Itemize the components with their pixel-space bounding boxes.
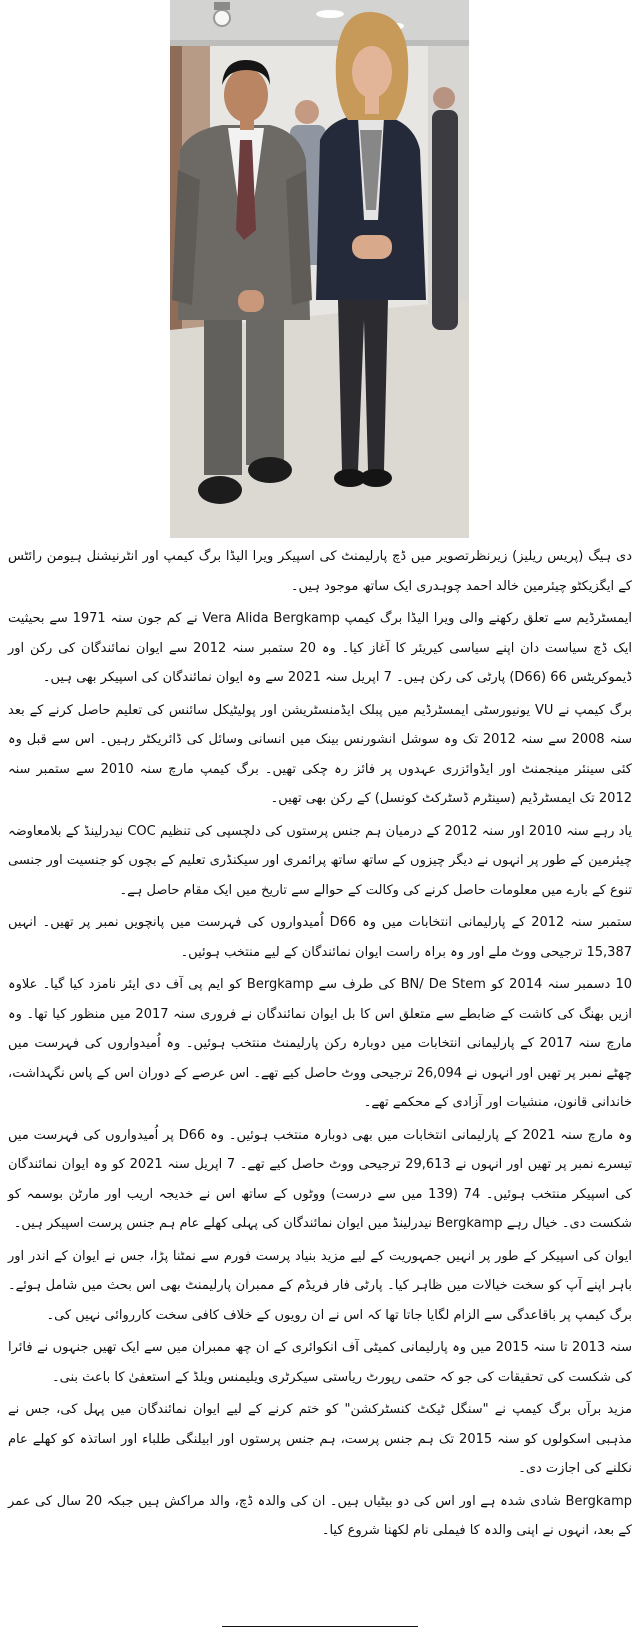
paragraph: سنہ 2013 تا سنہ 2015 میں وہ پارلیمانی کمیٹی آف انکوائری کے ان چھ ممبران میں سے ایک تھیں جنہوں نے فائرا کی شکست کی تحقیقات کی جو کہ حتمی رپورٹ ریاستی سیکرٹری ویلیمنس ویلڈ کے استعفیٰ کا باعث بنی۔	[8, 1340, 632, 1385]
paragraph: 10 دسمبر سنہ 2014 کو BN/ De Stem کی طرف سے Bergkamp کو ایم پی آف دی ایئر نامزد کیا گیا۔ علاوہ ازیں بھنگ کی کاشت کے ضابطے سے متعلق اس کا بل ایوان نمائندگان نے فروری سنہ 2017 میں منظور کیا تھا۔ وہ مارچ سنہ 2017 کے پارلیمانی انتخابات میں دوبارہ رکن پارلیمنٹ منتخب ہوئیں۔ وہ اُمیدواروں کی فہرست میں چھٹے نمبر پر تھیں اور انہوں نے 26,094 ترجیحی ووٹ حاصل کیے تھے۔ اس عرصے کے دوران اس کے پاس نگہداشت، خاندانی قانون، منشیات اور آزادی کے محکمے تھے۔	[8, 977, 633, 1110]
paragraph: ایمسٹرڈیم سے تعلق رکھنے والی ویرا الیڈا برگ کیمپ Vera Alida Bergkamp نے کم جون سنہ 1971 سے بحیثیت ایک ڈچ سیاست دان اپنے سیاسی کیریئر کا آغاز کیا۔ وہ 20 ستمبر سنہ 2012 سے ایوان نمائندگان کی رکن اور ڈیموکریٹس 66 (D66) پارٹی کی رکن ہیں۔ 7 اپریل سنہ 2021 سے وہ ایوان نمائندگان کی اسپیکر بھی ہیں۔	[8, 611, 633, 685]
news-photo	[170, 0, 469, 538]
photo-illustration	[170, 0, 469, 538]
paragraph: وہ مارچ سنہ 2021 کے پارلیمانی انتخابات میں بھی دوبارہ منتخب ہوئیں۔ وہ D66 پر اُمیدواروں کی فہرست میں تیسرے نمبر پر تھیں اور انہوں نے 29,613 ترجیحی ووٹ حاصل کیے تھے۔ 7 اپریل سنہ 2021 کو وہ ایوان نمائندگان کی اسپیکر منتخب ہوئیں۔ 74 (139 میں سے درست) ووٹوں کے ساتھ اس نے خدیجہ اریب اور مارٹن بوسمہ کو شکست دی۔ خیال رہے Bergkamp نیدرلینڈ میں ایوان نمائندگان کی پہلی کھلے عام ہم جنس پرست اسپیکر ہیں۔	[8, 1127, 632, 1231]
paragraph: ایوان کی اسپیکر کے طور پر انہیں جمہوریت کے لیے مزید بنیاد پرست فورم سے نمٹنا پڑا، جس نے ایوان کے اندر اور باہر اپنے آپ کو سخت خیالات میں ظاہر کیا۔ پارٹی فار فریڈم کے ممبران پارلیمنٹ بھی اس بحث میں شامل ہوئے۔ برگ کیمپ پر باقاعدگی سے الزام لگایا جاتا تھا کہ اس نے ان رویوں کے خلاف کافی سخت کارروائی نہیں کی۔	[8, 1248, 632, 1323]
end-divider	[222, 1626, 418, 1627]
paragraph: برگ کیمپ نے VU یونیورسٹی ایمسٹرڈیم میں پبلک ایڈمنسٹریشن اور پولیٹیکل سائنس کی تعلیم حاصل کرنے کے بعد سنہ 2008 سے سنہ 2012 تک وہ سوشل انشورنس بینک میں انسانی وسائل کی ڈائریکٹر رہیں۔ اس سے قبل وہ کئی سینئر مینجمنٹ اور ایڈوائزری عہدوں پر فائز رہ چکی تھیں۔ برگ کیمپ مارچ سنہ 2010 سے ستمبر سنہ 2012 تک ایمسٹرڈیم (سینٹرم ڈسٹرکٹ کونسل) کے رکن بھی تھیں۔	[8, 702, 633, 806]
paragraph: دی ہیگ (پریس ریلیز) زیرنظرتصویر میں ڈچ پارلیمنٹ کی اسپیکر ویرا الیڈا برگ کیمپ اور انٹرنیشنل ہیومن رائٹس کے ایگزیکٹو چیئرمین خالد احمد چوہدری ایک ساتھ موجود ہیں۔	[8, 549, 632, 594]
paragraph: ستمبر سنہ 2012 کے پارلیمانی انتخابات میں وہ D66 اُمیدواروں کی فہرست میں پانچویں نمبر پر تھیں۔ انہیں 15,387 ترجیحی ووٹ ملے اور وہ براہ راست ایوان نمائندگان کے لیے منتخب ہوئیں۔	[8, 915, 632, 960]
paragraph: مزید برآں برگ کیمپ نے "سنگل ٹیکٹ کنسٹرکشن" کو ختم کرنے کے لیے ایوان نمائندگان میں پہل کی، جس نے مذہبی اسکولوں کو سنہ 2015 تک ہم جنس پرست، ہم جنس پرستوں اور ابیلنگی طلباء اور اساتذہ کو کھلے عام نکلنے کی اجازت دی۔	[8, 1402, 632, 1476]
paragraph: Bergkamp شادی شدہ ہے اور اس کی دو بیٹیاں ہیں۔ ان کی والدہ ڈچ، والد مراکش ہیں جبکہ 20 سال کی عمر کے بعد، انہوں نے اپنی والدہ کا فیملی نام لکھنا شروع کیا۔	[8, 1493, 633, 1538]
paragraph: یاد رہے سنہ 2010 اور سنہ 2012 کے درمیان ہم جنس پرستوں کی دلچسپی کی تنظیم COC نیدرلینڈ کے بلامعاوضہ چیئرمین کے طور پر انہوں نے دیگر چیزوں کے ساتھ ساتھ پرائمری اور سیکنڈری تعلیم کے بچوں کو جنسیت اور جنسی تنوع کے بارے میں معلومات حاصل کرنے کی وکالت کے حوالے سے تاریخ میں ایک مقام حاصل ہے۔	[8, 823, 633, 898]
article-body	[8, 542, 632, 1549]
